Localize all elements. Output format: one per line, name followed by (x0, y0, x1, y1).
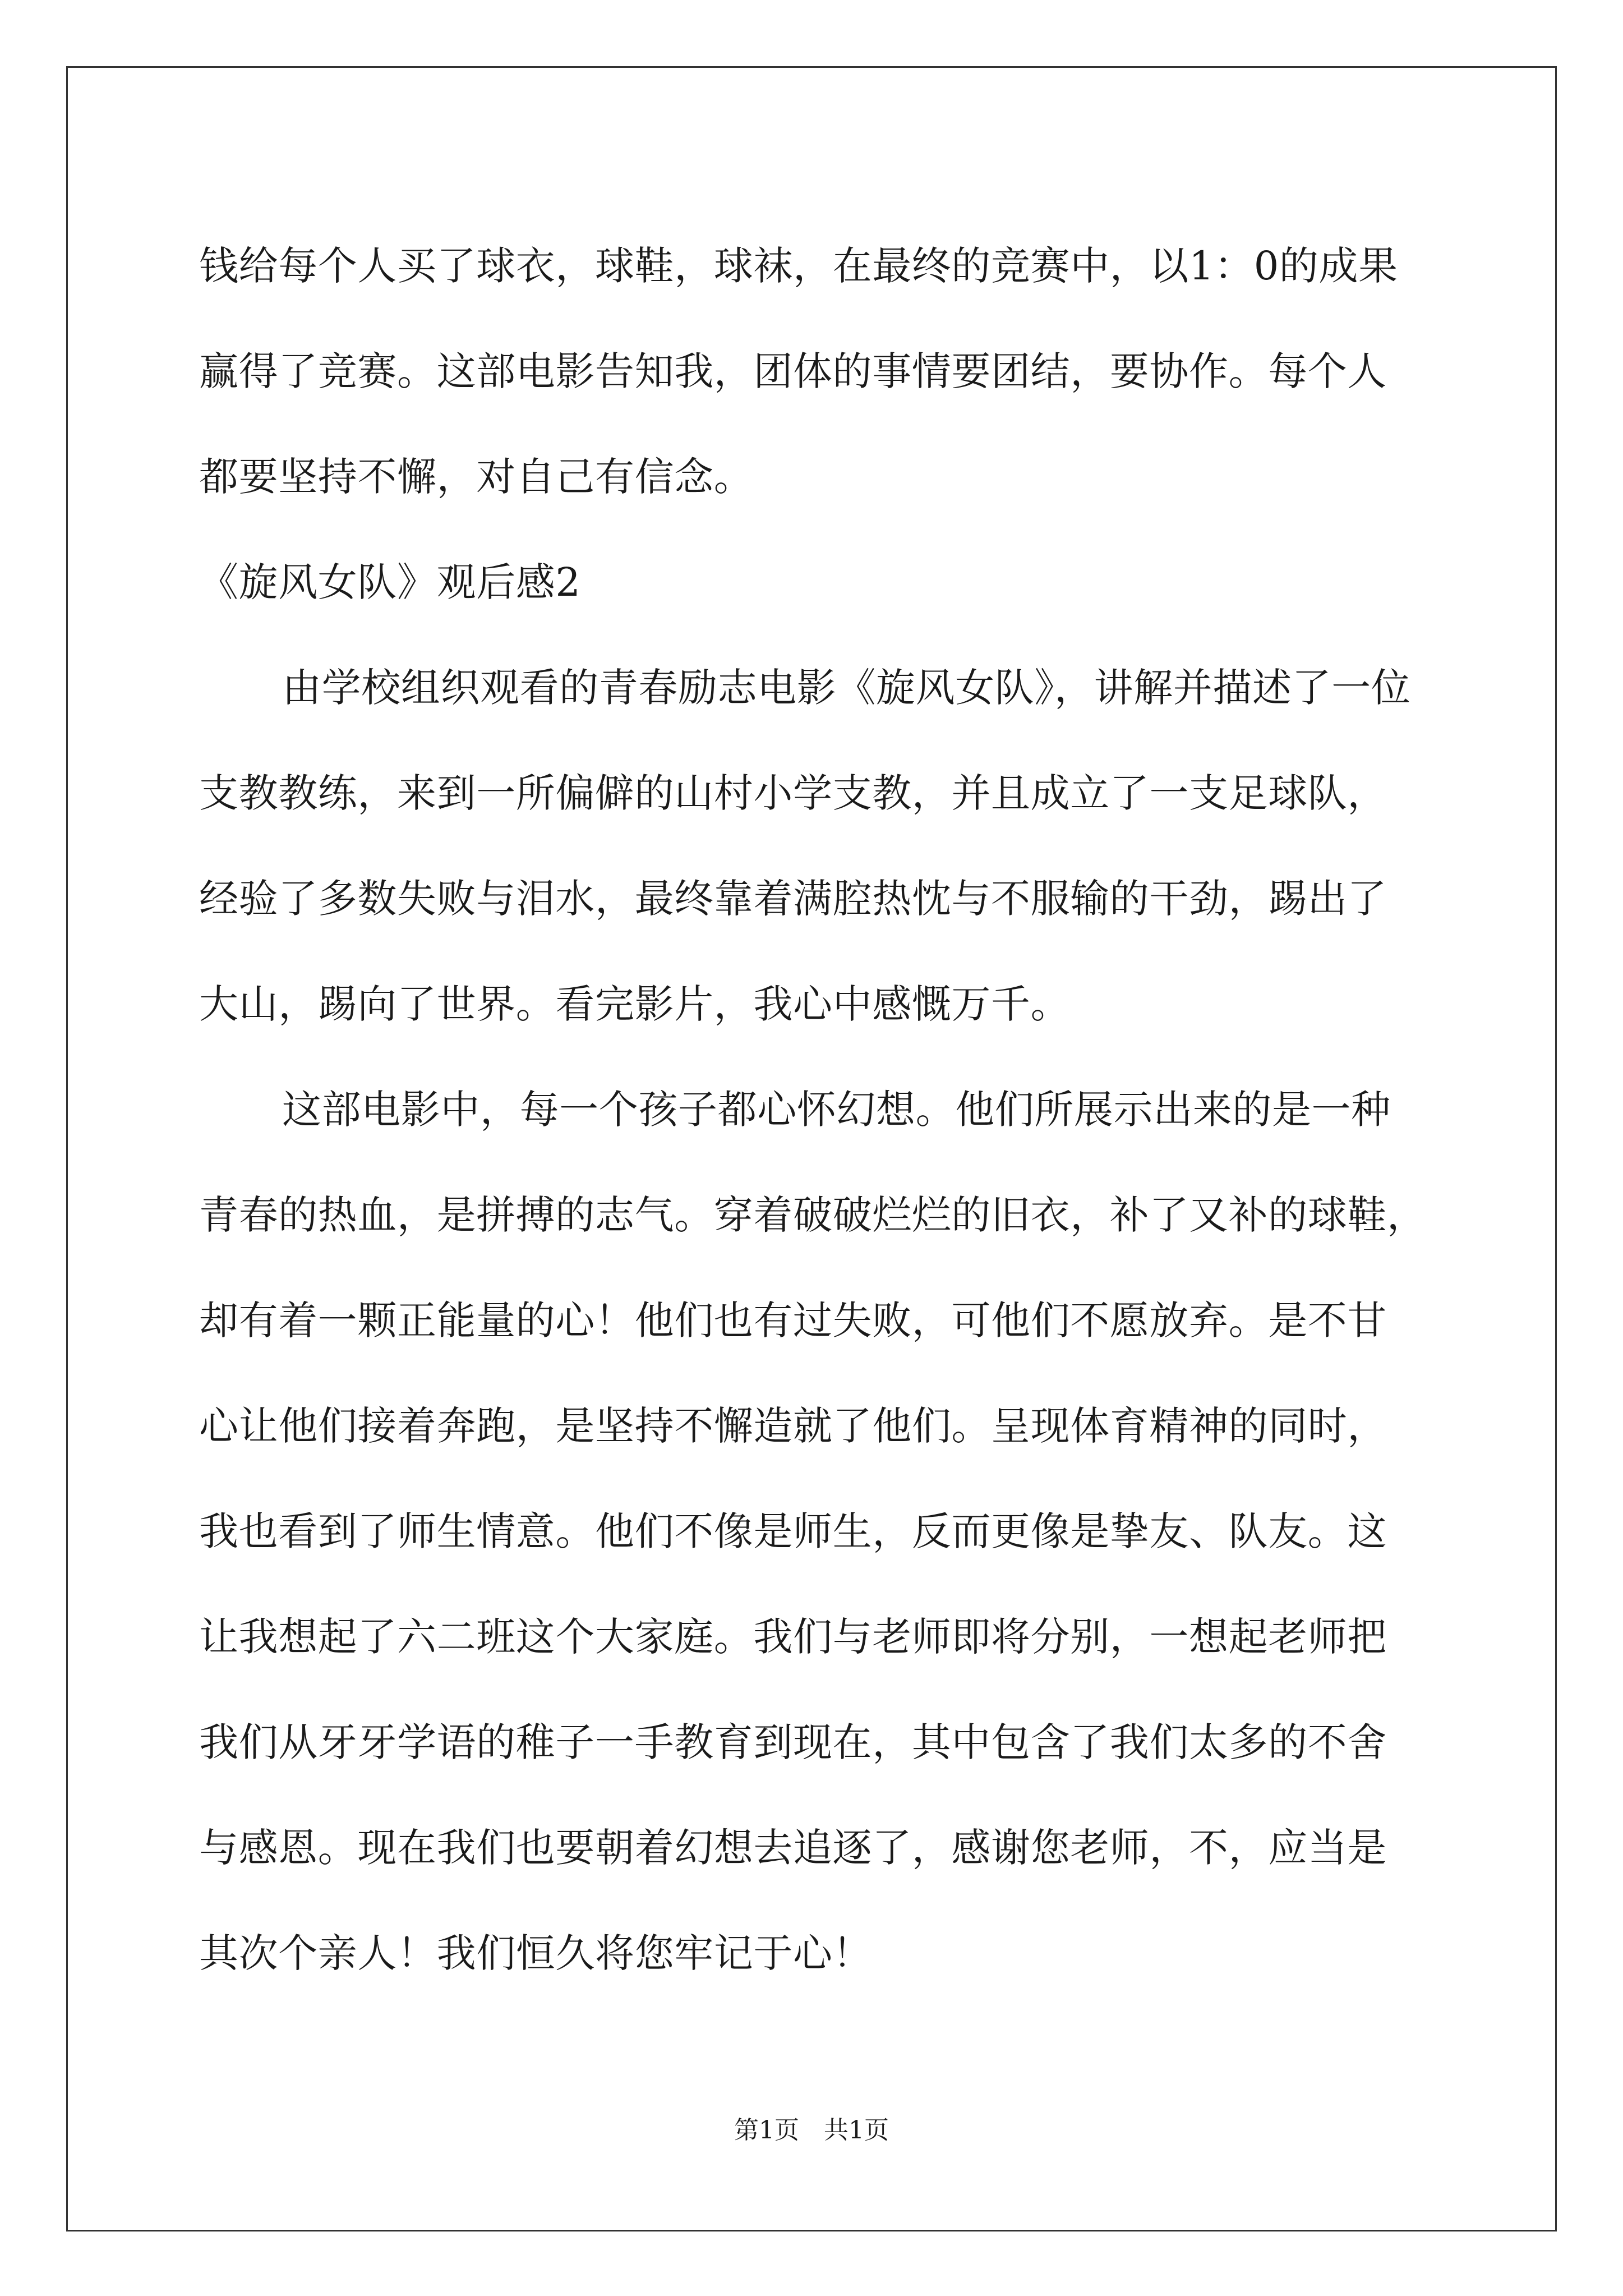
paragraph-first-line: 这部电影中，每一个孩子都心怀幻想。他们所展示出来的是一种 (282, 1087, 1391, 1133)
text-line: 都要坚持不懈，对自己有信念。 (199, 454, 754, 500)
page-number-footer: 第1页 共1页 (734, 2116, 889, 2145)
text-line: 大山，踢向了世界。看完影片，我心中感慨万千。 (199, 981, 1071, 1027)
text-line: 赢得了竞赛。这部电影告知我，团体的事情要团结，要协作。每个人 (199, 348, 1387, 394)
text-line: 青春的热血，是拼搏的志气。穿着破破烂烂的旧衣，补了又补的球鞋， (199, 1192, 1427, 1238)
section-heading: 《旋风女队》观后感2 (199, 559, 581, 605)
text-line: 我们从牙牙学语的稚子一手教育到现在，其中包含了我们太多的不舍 (199, 1719, 1387, 1765)
text-line: 支教教练，来到一所偏僻的山村小学支教，并且成立了一支足球队， (199, 770, 1387, 816)
text-line: 让我想起了六二班这个大家庭。我们与老师即将分别，一想起老师把 (199, 1614, 1387, 1660)
document-body (199, 213, 1467, 2006)
paragraph-first-line: 由学校组织观看的青春励志电影《旋风女队》，讲解并描述了一位 (282, 665, 1411, 711)
text-line: 经验了多数失败与泪水，最终靠着满腔热忱与不服输的干劲，踢出了 (199, 876, 1387, 922)
text-line: 我也看到了师生情意。他们不像是师生，反而更像是挚友、队友。这 (199, 1508, 1387, 1554)
text-line: 钱给每个人买了球衣，球鞋，球袜，在最终的竞赛中，以1：0的成果 (199, 243, 1398, 289)
text-line: 与感恩。现在我们也要朝着幻想去追逐了，感谢您老师，不，应当是 (199, 1825, 1387, 1871)
text-line: 心让他们接着奔跑，是坚持不懈造就了他们。呈现体育精神的同时， (199, 1403, 1387, 1449)
text-line: 其次个亲人！我们恒久将您牢记于心！ (199, 1930, 873, 1976)
text-line: 却有着一颗正能量的心！他们也有过失败，可他们不愿放弃。是不甘 (199, 1297, 1387, 1343)
